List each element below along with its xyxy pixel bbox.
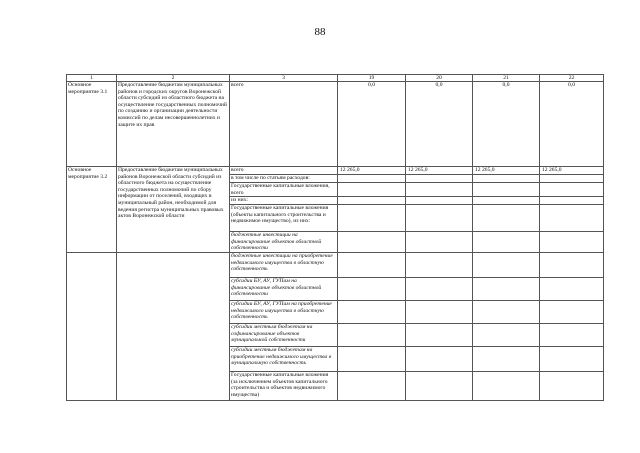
expense-label: субсидии местным бюджетам на софинансирование объектов муниципальной собственности bbox=[230, 324, 338, 347]
value-cell bbox=[540, 183, 604, 197]
value-cell bbox=[540, 347, 604, 372]
table-row bbox=[67, 82, 604, 167]
value-cell bbox=[473, 347, 540, 372]
value-cell bbox=[406, 278, 473, 301]
value-cell bbox=[473, 175, 540, 183]
table-row bbox=[67, 253, 604, 278]
value-cell bbox=[540, 301, 604, 324]
value-cell bbox=[473, 253, 540, 278]
header-cell: 21 bbox=[473, 75, 540, 82]
header-cell: 20 bbox=[406, 75, 473, 82]
value-cell bbox=[406, 205, 473, 232]
value-cell bbox=[338, 253, 406, 278]
value-cell bbox=[338, 347, 406, 372]
value-cell bbox=[338, 175, 406, 183]
expense-label: в том числе по статьям расходов: bbox=[230, 175, 338, 183]
value-cell bbox=[540, 197, 604, 205]
value-cell bbox=[338, 324, 406, 347]
value-cell bbox=[473, 301, 540, 324]
value-cell bbox=[473, 197, 540, 205]
expense-label: бюджетные инвестиции на приобретение недвижимого имущества в областную собственность bbox=[230, 253, 338, 278]
expense-label: субсидии местным бюджетам на приобретение недвижимого имущества в муниципальную собственность bbox=[230, 347, 338, 372]
value-cell bbox=[540, 253, 604, 278]
value-cell bbox=[406, 253, 473, 278]
value-cell: 12 265,0 bbox=[540, 167, 604, 175]
expense-label: Государственные капитальные вложения (за исключением объектов капитального строительства и объектов недвижимого имущества) bbox=[230, 372, 338, 401]
blank-cell bbox=[117, 253, 230, 401]
value-cell bbox=[540, 372, 604, 401]
value-cell: 0,0 bbox=[473, 82, 540, 167]
header-cell: 1 bbox=[67, 75, 117, 82]
value-cell bbox=[338, 232, 406, 253]
value-cell: 0,0 bbox=[540, 82, 604, 167]
value-cell bbox=[338, 197, 406, 205]
header-cell: 2 bbox=[117, 75, 230, 82]
value-cell bbox=[338, 372, 406, 401]
activity-description: Предоставление бюджетам муниципальных районов Воронежской области субсидий из областного бюджета на осуществление государственных полномочий по сбору информации от поселений, входящих в муниципальный район, необходимой для ведения регистра муниципальных правовых актов Воронежской области bbox=[117, 167, 230, 253]
value-cell bbox=[473, 232, 540, 253]
blank-cell bbox=[67, 253, 117, 401]
table-header-row bbox=[67, 75, 604, 82]
expense-label: Государственные капитальные вложения, всего bbox=[230, 183, 338, 197]
value-cell bbox=[540, 205, 604, 232]
value-cell bbox=[406, 175, 473, 183]
expense-label: всего bbox=[230, 82, 338, 167]
value-cell bbox=[338, 205, 406, 232]
expense-label: субсидии БУ, АУ, ГУПам на финансирование объектов областной собственности bbox=[230, 278, 338, 301]
value-cell bbox=[540, 175, 604, 183]
value-cell bbox=[338, 278, 406, 301]
header-cell: 22 bbox=[540, 75, 604, 82]
value-cell bbox=[406, 324, 473, 347]
budget-table bbox=[66, 74, 604, 401]
value-cell bbox=[540, 278, 604, 301]
page-number: 88 bbox=[314, 26, 326, 38]
expense-label: субсидии БУ, АУ, ГУПам на приобретение недвижимого имущества в областную собственность bbox=[230, 301, 338, 324]
header-cell: 3 bbox=[230, 75, 338, 82]
value-cell bbox=[338, 183, 406, 197]
value-cell bbox=[338, 301, 406, 324]
value-cell: 12 265,0 bbox=[338, 167, 406, 175]
value-cell bbox=[473, 278, 540, 301]
value-cell bbox=[406, 183, 473, 197]
value-cell bbox=[406, 232, 473, 253]
value-cell bbox=[540, 232, 604, 253]
header-cell: 19 bbox=[338, 75, 406, 82]
expense-label: из них: bbox=[230, 197, 338, 205]
table-row bbox=[67, 167, 604, 175]
value-cell: 0,0 bbox=[338, 82, 406, 167]
value-cell bbox=[540, 324, 604, 347]
value-cell bbox=[406, 347, 473, 372]
value-cell bbox=[406, 372, 473, 401]
value-cell: 12 265,0 bbox=[406, 167, 473, 175]
value-cell bbox=[473, 372, 540, 401]
activity-code: Основное мероприятие 3.2 bbox=[67, 167, 117, 253]
value-cell bbox=[473, 324, 540, 347]
value-cell: 0,0 bbox=[406, 82, 473, 167]
value-cell bbox=[406, 301, 473, 324]
value-cell bbox=[473, 205, 540, 232]
expense-label: всего bbox=[230, 167, 338, 175]
expense-label: бюджетные инвестиции на финансирование объектов областной собственности bbox=[230, 232, 338, 253]
value-cell bbox=[473, 183, 540, 197]
expense-label: Государственные капитальные вложения (объекты капитального строительства и недвижимое имущество), из них: bbox=[230, 205, 338, 232]
activity-code: Основное мероприятие 3.1 bbox=[67, 82, 117, 167]
value-cell bbox=[406, 197, 473, 205]
value-cell: 12 265,0 bbox=[473, 167, 540, 175]
activity-description: Предоставление бюджетам муниципальных районов и городских округов Воронежской области субсидий из областного бюджета на осуществление государственных полномочий по созданию и организации деятельности комиссий по делам несовершеннолетних и защите их прав bbox=[117, 82, 230, 167]
